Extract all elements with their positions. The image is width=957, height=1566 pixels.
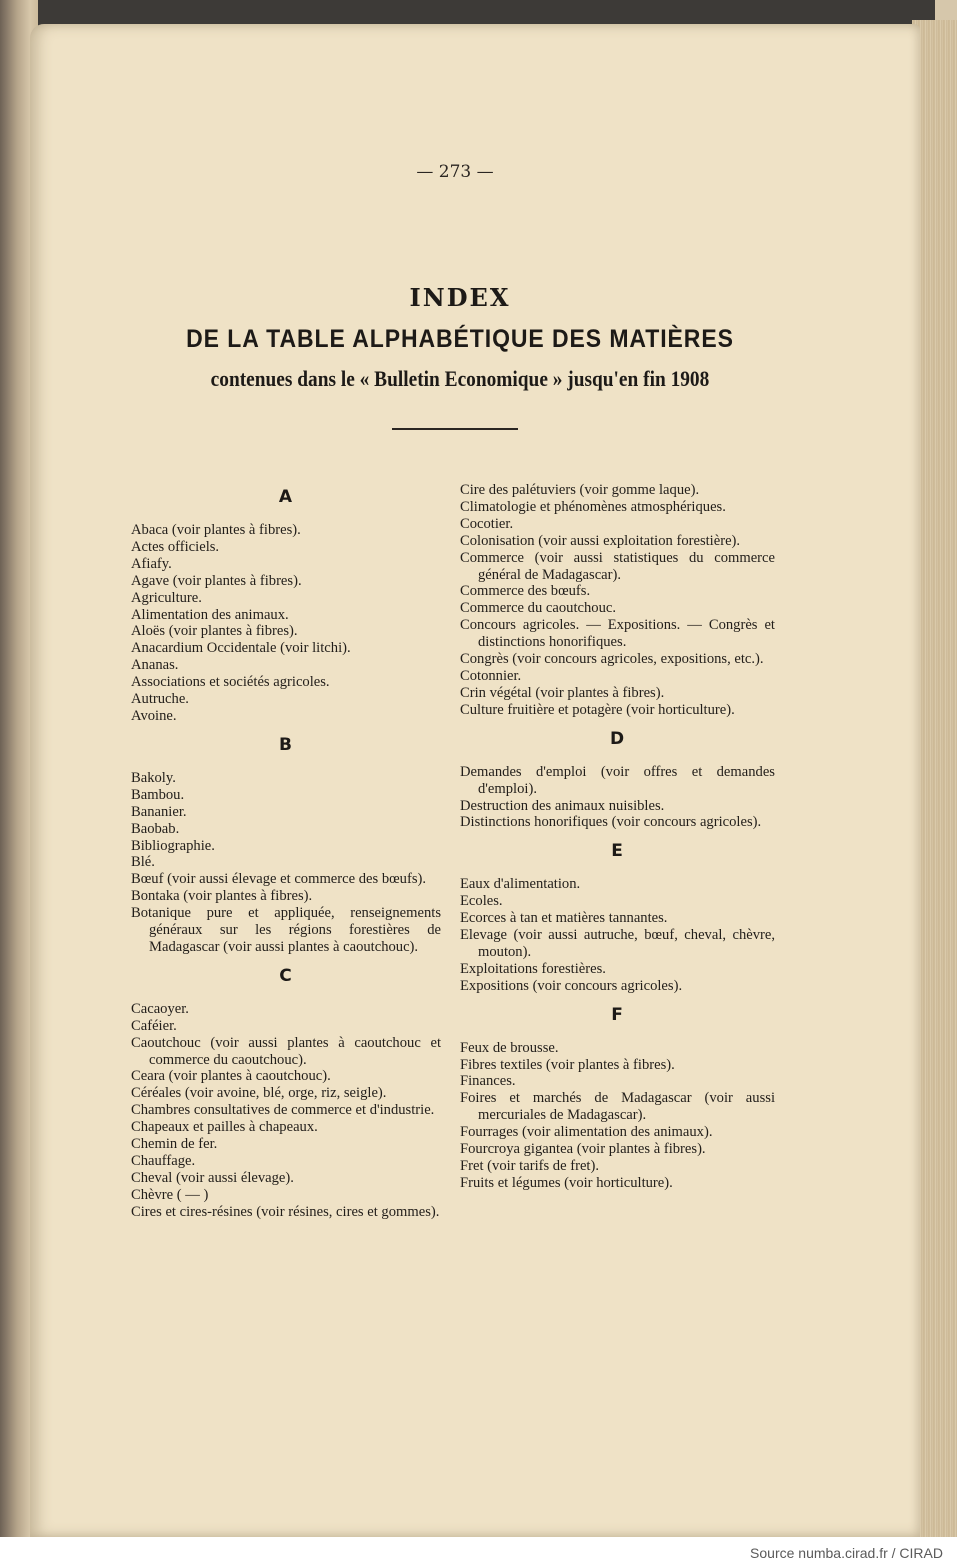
index-entry: Concours agricoles. — Expositions. — Congrès et distinctions honorifiques. bbox=[460, 617, 775, 651]
index-entry: Chauffage. bbox=[131, 1153, 196, 1169]
section-letter: A bbox=[278, 487, 294, 507]
index-entry: Congrès (voir concours agricoles, expositions, etc.). bbox=[460, 651, 764, 668]
index-entry: Demandes d'emploi (voir offres et demandes d'emploi). bbox=[460, 763, 775, 797]
index-entry: Exploitations forestières. bbox=[460, 960, 606, 977]
index-entry: Céréales (voir avoine, blé, orge, riz, seigle). bbox=[131, 1085, 387, 1102]
index-entry: Bibliographie. bbox=[131, 837, 215, 854]
index-entry: Associations et sociétés agricoles. bbox=[131, 674, 330, 691]
index-entry: Bontaka (voir plantes à fibres). bbox=[131, 888, 313, 905]
index-entry: Climatologie et phénomènes atmosphériques. bbox=[460, 498, 726, 515]
index-entry: Blé. bbox=[131, 854, 155, 871]
index-entry: Cires et cires-résines (voir résines, cires et gommes). bbox=[131, 1203, 440, 1220]
section-letter: B bbox=[279, 734, 293, 755]
index-entry: Abaca (voir plantes à fibres). bbox=[131, 522, 301, 538]
index-entry: Eaux d'alimentation. bbox=[460, 876, 581, 893]
index-entry: Colonisation (voir aussi exploitation forestière). bbox=[460, 532, 741, 549]
index-entry: Fret (voir tarifs de fret). bbox=[460, 1158, 599, 1174]
index-entry: Fourcroya gigantea (voir plantes à fibres). bbox=[460, 1141, 706, 1158]
index-entry: Ceara (voir plantes à caoutchouc). bbox=[131, 1068, 331, 1085]
source-credit: Source numba.cirad.fr / CIRAD bbox=[750, 1545, 943, 1561]
index-entry: Chambres consultatives de commerce et d'industrie. bbox=[131, 1102, 435, 1119]
index-entry: Elevage (voir aussi autruche, bœuf, cheval, chèvre, mouton). bbox=[460, 927, 775, 960]
title-divider bbox=[392, 428, 518, 430]
index-entry: Foires et marchés de Madagascar (voir aussi mercuriales de Madagascar). bbox=[460, 1090, 775, 1124]
section-letter: F bbox=[611, 1004, 624, 1025]
index-entry: Commerce des bœufs. bbox=[460, 583, 591, 600]
index-entry: Cheval (voir aussi élevage). bbox=[131, 1169, 294, 1186]
section-letter: E bbox=[611, 841, 624, 862]
page-number: — 273 — bbox=[416, 162, 494, 182]
index-entry: Alimentation des animaux. bbox=[131, 606, 289, 623]
index-entry: Caféier. bbox=[131, 1017, 177, 1034]
index-entry: Afiafy. bbox=[131, 555, 172, 572]
index-entry: Distinctions honorifiques (voir concours agricoles). bbox=[460, 814, 762, 831]
page-subtitle: contenues dans le « Bulletin Economique » jusqu'en fin 1908 bbox=[210, 366, 710, 391]
index-entry: Fruits et légumes (voir horticulture). bbox=[460, 1174, 673, 1191]
section-letter: C bbox=[279, 965, 293, 986]
left-index-column bbox=[131, 484, 441, 1221]
index-entry: Bœuf (voir aussi élevage et commerce des bœufs). bbox=[131, 871, 427, 888]
index-entry: Cotonnier. bbox=[460, 667, 522, 684]
index-entry: Destruction des animaux nuisibles. bbox=[460, 797, 665, 814]
index-entry: Cire des palétuviers (voir gomme laque). bbox=[460, 482, 700, 498]
page-title: DE LA TABLE ALPHABÉTIQUE DES MATIÈRES bbox=[186, 325, 734, 353]
index-entry: Chèvre ( — ) bbox=[131, 1186, 209, 1203]
index-entry: Culture fruitière et potagère (voir horticulture). bbox=[460, 701, 735, 718]
right-index-column bbox=[460, 482, 775, 1192]
index-entry: Ecorces à tan et matières tannantes. bbox=[460, 910, 668, 927]
index-entry: Bananier. bbox=[131, 803, 187, 820]
index-entry: Cocotier. bbox=[460, 515, 514, 532]
index-entry: Baobab. bbox=[131, 820, 180, 837]
section-letter: D bbox=[609, 728, 626, 749]
index-entry: Crin végétal (voir plantes à fibres). bbox=[460, 684, 665, 701]
index-entry: Finances. bbox=[460, 1073, 516, 1090]
index-entry: Commerce (voir aussi statistiques du commerce général de Madagascar). bbox=[460, 549, 775, 583]
index-entry: Expositions (voir concours agricoles). bbox=[460, 977, 683, 994]
index-entry: Autruche. bbox=[131, 691, 189, 708]
index-entry: Aloës (voir plantes à fibres). bbox=[131, 623, 298, 640]
index-entry: Chemin de fer. bbox=[131, 1136, 218, 1153]
index-entry: Fourrages (voir alimentation des animaux). bbox=[460, 1124, 713, 1141]
index-heading: INDEX bbox=[409, 283, 511, 312]
index-entry: Bambou. bbox=[131, 786, 185, 803]
index-entry: Caoutchouc (voir aussi plantes à caoutchouc et commerce du caoutchouc). bbox=[131, 1034, 441, 1068]
index-entry: Actes officiels. bbox=[131, 538, 220, 555]
index-entry: Bakoly. bbox=[131, 769, 176, 786]
index-entry: Avoine. bbox=[131, 707, 177, 724]
index-entry: Chapeaux et pailles à chapeaux. bbox=[131, 1119, 318, 1136]
index-entry: Ecoles. bbox=[460, 893, 503, 910]
index-entry: Botanique pure et appliquée, renseignements généraux sur les régions forestières de Madagascar (voir aussi plantes à caoutchouc). bbox=[131, 905, 441, 955]
index-entry: Cacaoyer. bbox=[131, 1000, 189, 1017]
index-entry: Agriculture. bbox=[131, 589, 202, 606]
index-entry: Agave (voir plantes à fibres). bbox=[131, 572, 302, 589]
index-entry: Fibres textiles (voir plantes à fibres). bbox=[460, 1056, 675, 1073]
index-entry: Feux de brousse. bbox=[460, 1039, 559, 1056]
index-entry: Anacardium Occidentale (voir litchi). bbox=[131, 640, 351, 657]
index-entry: Ananas. bbox=[131, 657, 179, 674]
index-entry: Commerce du caoutchouc. bbox=[460, 600, 617, 617]
